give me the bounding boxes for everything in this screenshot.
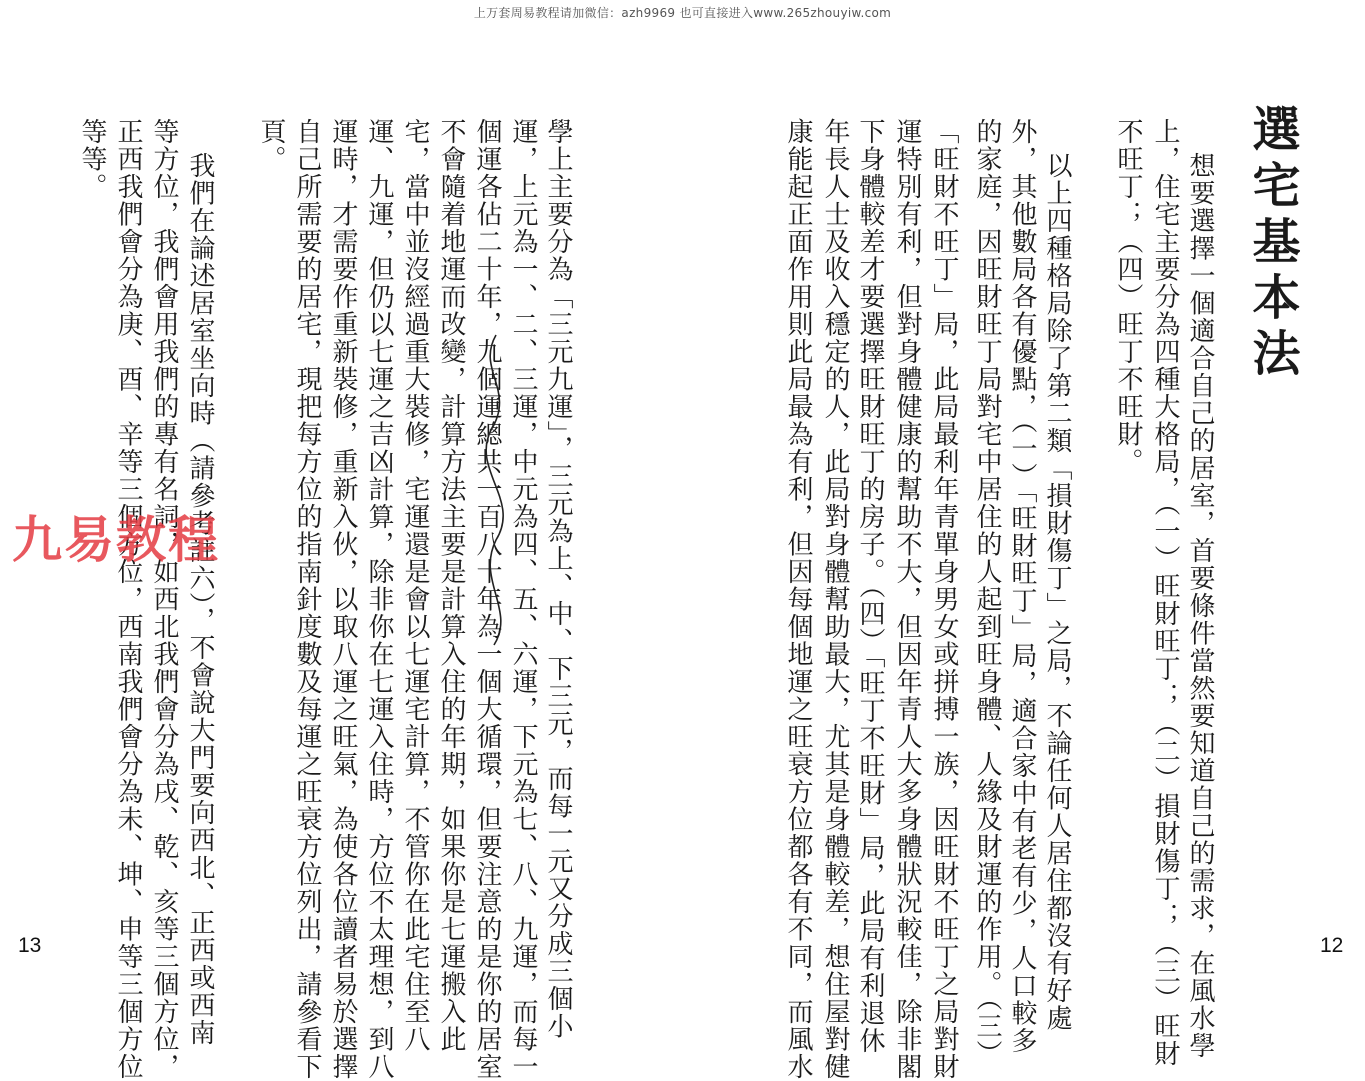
text-column: 宅，當中並沒經過重大裝修，宅運還是會以七運宅計算，不管你在此宅住至八 — [400, 118, 430, 1053]
text-column: 正西我們會分為庚、酉、辛等三個方位，西南我們會分為未、坤、申等三個方位 — [113, 118, 143, 1081]
text-column: 運，上元為一、二、三運，中元為四、五、六運，下元為七、八、九運，而每一 — [508, 118, 538, 1081]
page-number-right: 12 — [1320, 934, 1344, 957]
text-column: 個運各佔二十年，九個運總共一百八十年為一個大循環，但要注意的是你的居室 — [472, 118, 502, 1081]
text-column: 康能起正面作用則此局最為有利，但因每個地運之旺衰方位都各有不同，而風水 — [783, 118, 813, 1081]
text-column: 我們在論述居室坐向時（請參考註六），不會說大門要向西北、正西或西南 — [185, 152, 215, 1047]
text-column: 自己所需要的居宅，現把每方位的指南針度數及每運之旺衰方位列出，請參看下 — [292, 118, 322, 1081]
text-column: 「旺財不旺丁」局，此局最利年青單身男女或拼搏一族，因旺財不旺丁之局對財 — [929, 118, 959, 1081]
text-column: 運特別有利，但對身體健康的幫助不大，但因年青人大多身體狀況較佳，除非閣 — [892, 118, 922, 1081]
text-column: 運、九運，但仍以七運之吉凶計算，除非你在七運入住時，方位不太理想，到八 — [364, 118, 394, 1081]
text-column: 等等。 — [77, 118, 107, 201]
text-column: 想要選擇一個適合自己的居室，首要條件當然要知道自己的需求，在風水學 — [1185, 152, 1215, 1060]
text-column: 不旺丁；（四）旺丁不旺財。 — [1113, 118, 1143, 476]
text-column: 下身體較差才要選擇旺財旺丁的房子。（四）「旺丁不旺財」局，此局有利退休 — [855, 118, 885, 1055]
text-column: 運時，才需要作重新裝修，重新入伙，以取八運之旺氣，為使各位讀者易於選擇 — [328, 118, 358, 1081]
page-number-left: 13 — [18, 934, 42, 957]
text-column: 年長人士及收入穩定的人，此局對身體幫助最大，尤其是身體較差，想住屋對健 — [820, 118, 850, 1081]
watermark: 九易教程 — [12, 511, 220, 569]
text-column: 外，其他數局各有優點，（一）「旺財旺丁」局，適合家中有老有少，人口較多 — [1007, 118, 1037, 1055]
text-column: 不會隨着地運而改變，計算方法主要是計算入住的年期，如果你是七運搬入此 — [436, 118, 466, 1053]
text-column: 學上主要分為「三元九運」，三元為上、中、下三元，而每一元又分成三個小 — [543, 118, 573, 1040]
top-banner: 上万套周易教程请加微信：azh9969 也可直接进入www.265zhouyiw.com — [473, 6, 892, 20]
text-column: 以上四種格局除了第二類「損財傷丁」之局，不論任何人居住都沒有好處 — [1042, 152, 1072, 1032]
chapter-title: 選宅基本法 — [1244, 104, 1300, 384]
text-column: 頁。 — [256, 118, 286, 173]
text-column: 的家庭，因旺財旺丁局對宅中居住的人起到旺身體、人緣及財運的作用。（三） — [972, 118, 1002, 1068]
text-column: 等方位，我們會用我們的專有名詞，如西北我們會分為戌、乾、亥等三個方位， — [149, 118, 179, 1081]
text-column: 上，住宅主要分為四種大格局，（一）旺財旺丁；（二）損財傷丁；（三）旺財 — [1150, 118, 1180, 1068]
